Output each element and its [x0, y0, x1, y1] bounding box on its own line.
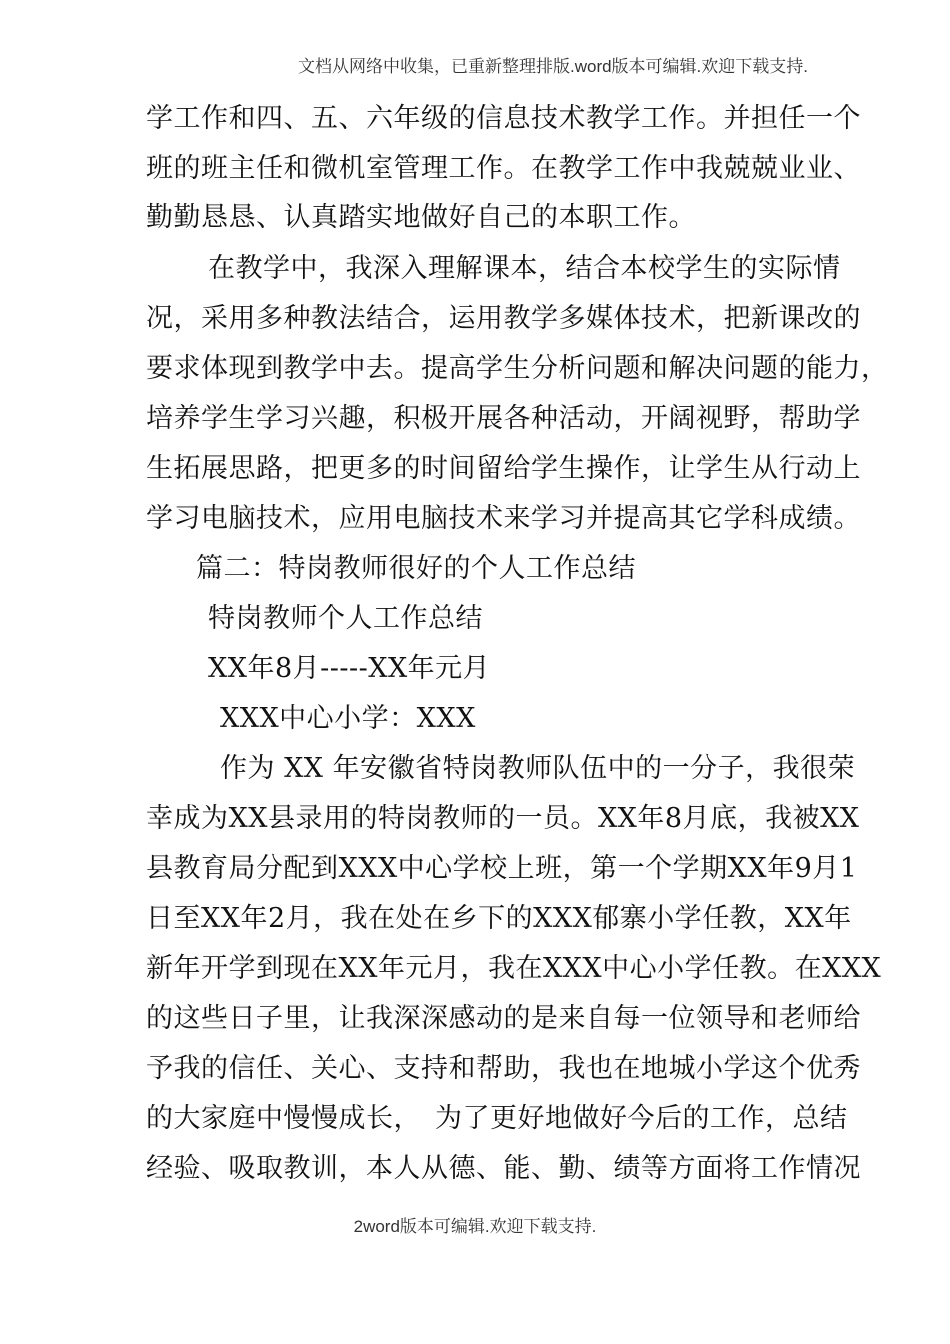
section-heading: 篇二：特岗教师很好的个人工作总结: [196, 553, 636, 584]
body-line: 予我的信任、关心、支持和帮助，我也在地城小学这个优秀: [146, 1053, 861, 1084]
body-line: 勤勤恳恳、认真踏实地做好自己的本职工作。: [146, 202, 696, 233]
body-line: 县教育局分配到XXX中心学校上班，第一个学期XX年9月1: [146, 853, 858, 884]
paragraph-start: 在教学中，我深入理解课本，结合本校学生的实际情: [208, 253, 841, 284]
body-line: 幸成为XX县录用的特岗教师的一员。XX年8月底，我被XX: [146, 803, 860, 834]
body-line: 培养学生学习兴趣，积极开展各种活动，开阔视野，帮助学: [146, 403, 861, 434]
body-line: 日至XX年2月，我在处在乡下的XXX郁寨小学任教，XX年: [146, 903, 852, 934]
page-footer: 2word版本可编辑.欢迎下载支持.: [353, 1217, 597, 1236]
body-line: 新年开学到现在XX年元月，我在XXX中心小学任教。在XXX: [146, 953, 882, 984]
body-line: 况，采用多种教法结合，运用教学多媒体技术，把新课改的: [146, 303, 861, 334]
author-line: XXX中心小学：XXX: [220, 703, 476, 734]
body-line: 学习电脑技术，应用电脑技术来学习并提高其它学科成绩。: [146, 503, 861, 534]
body-line: 的大家庭中慢慢成长， 为了更好地做好今后的工作，总结: [146, 1103, 848, 1134]
body-line: 的这些日子里，让我深深感动的是来自每一位领导和老师给: [146, 1003, 861, 1034]
body-line: 经验、吸取教训，本人从德、能、勤、绩等方面将工作情况: [146, 1153, 861, 1184]
document-title: 特岗教师个人工作总结: [208, 603, 483, 634]
body-line: 生拓展思路，把更多的时间留给学生操作，让学生从行动上: [146, 453, 861, 484]
date-range: XX年8月-----XX年元月: [208, 653, 491, 684]
body-line: 学工作和四、五、六年级的信息技术教学工作。并担任一个: [146, 103, 861, 134]
page-header: 文档从网络中收集，已重新整理排版.word版本可编辑.欢迎下载支持.: [297, 57, 808, 76]
body-line: 要求体现到教学中去。提高学生分析问题和解决问题的能力，: [146, 353, 889, 384]
paragraph-start: 作为 XX 年安徽省特岗教师队伍中的一分子，我很荣: [220, 753, 856, 784]
body-line: 班的班主任和微机室管理工作。在教学工作中我兢兢业业、: [146, 153, 861, 184]
